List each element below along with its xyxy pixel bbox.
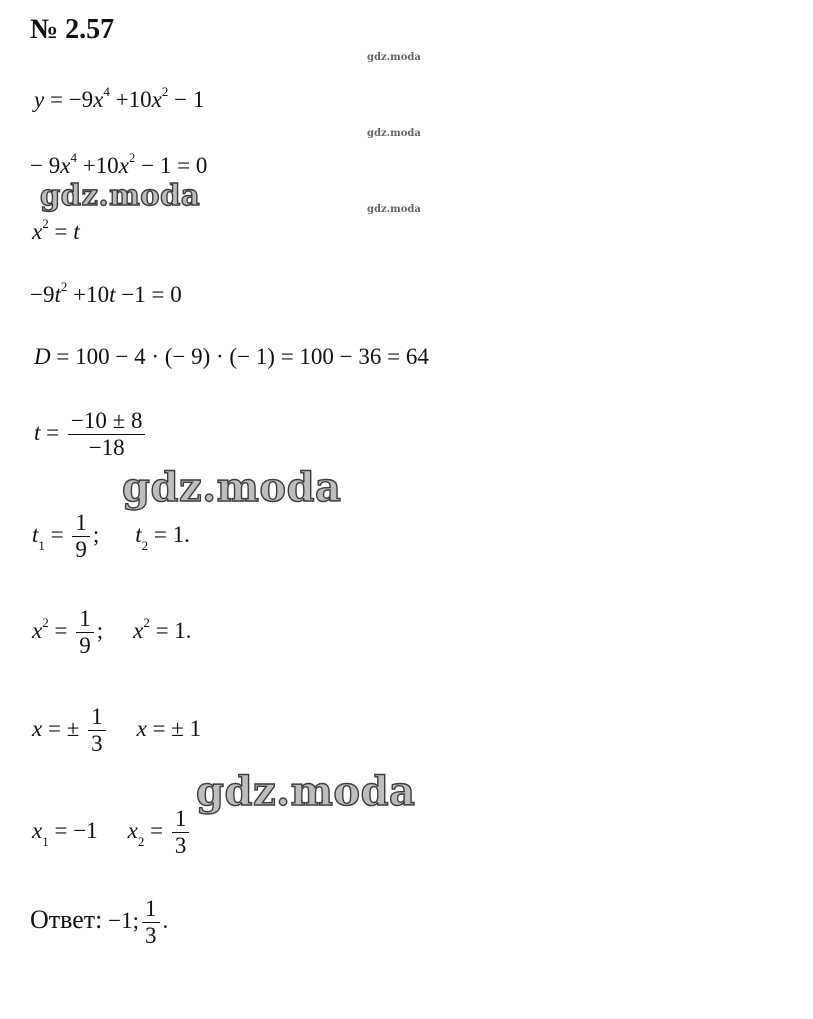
answer	[30, 896, 168, 950]
denominator: −18	[88, 435, 125, 461]
exponent: 4	[70, 150, 77, 165]
x-values	[32, 704, 201, 758]
x-roots	[32, 806, 192, 860]
numerator: 1	[72, 510, 90, 537]
var-t: t	[73, 219, 80, 244]
var-x: x	[118, 153, 129, 178]
problem-number: № 2.57	[30, 14, 115, 45]
watermark-large: gdz.moda	[122, 464, 342, 511]
text: = 1.	[149, 618, 192, 644]
var-x: x	[32, 618, 43, 644]
var-y: y	[34, 87, 45, 112]
text: +10	[67, 282, 110, 307]
text: − 9	[30, 153, 61, 178]
exponent: 2	[143, 615, 150, 631]
text: − 1 = 0	[135, 153, 208, 178]
watermark-small: gdz.moda	[367, 128, 421, 139]
numerator: 1	[172, 806, 190, 833]
exponent: 2	[60, 279, 68, 294]
numerator: 1	[142, 896, 160, 923]
text: =	[144, 818, 169, 844]
watermark-large: gdz.moda	[196, 768, 416, 815]
var-x: x	[151, 87, 162, 112]
roots-formula	[34, 408, 148, 462]
text: ;	[92, 522, 100, 548]
var-x: x	[32, 716, 43, 742]
var-t: t	[54, 282, 61, 307]
text: = ± 1	[146, 716, 202, 742]
text: = ±	[42, 716, 86, 742]
denominator: 3	[145, 923, 157, 949]
exponent: 2	[42, 615, 49, 631]
numerator: −10 ± 8	[68, 408, 146, 435]
var-d: D	[34, 344, 51, 369]
text: +10	[76, 153, 119, 178]
denominator: 9	[75, 537, 87, 563]
text: =	[48, 618, 74, 644]
t-roots	[32, 510, 190, 564]
text: =	[48, 219, 74, 244]
numerator: 1	[88, 704, 106, 731]
denominator: 9	[79, 633, 91, 659]
exponent: 4	[103, 84, 110, 99]
exponent: 2	[42, 216, 49, 231]
fraction	[76, 606, 94, 660]
denominator: 3	[174, 833, 187, 859]
text: −1;	[102, 908, 140, 934]
fraction	[142, 896, 160, 950]
watermark-small: gdz.moda	[367, 52, 421, 63]
text: −9	[30, 282, 55, 307]
discriminant	[34, 345, 429, 368]
text: −1 = 0	[115, 282, 182, 307]
var-x: x	[32, 818, 43, 844]
text: − 1	[168, 87, 205, 112]
exponent: 2	[161, 84, 169, 99]
text: =	[44, 522, 70, 548]
text: = −9	[44, 87, 94, 112]
fraction	[68, 408, 146, 462]
exponent: 2	[128, 150, 136, 165]
var-x: x	[133, 618, 144, 644]
answer-label: Ответ:	[30, 905, 103, 935]
subscript: 1	[42, 834, 49, 850]
var-t: t	[135, 522, 142, 548]
var-t: t	[32, 522, 39, 548]
fraction	[172, 806, 190, 860]
equation-function	[34, 84, 205, 112]
var-x: x	[93, 87, 104, 112]
fraction	[88, 704, 106, 758]
equation-zero	[30, 150, 208, 178]
var-x: x	[32, 219, 43, 244]
fraction	[72, 510, 90, 564]
watermark-small: gdz.moda	[367, 204, 421, 215]
var-x: x	[127, 818, 138, 844]
text: = 1.	[148, 522, 190, 548]
numerator: 1	[76, 606, 94, 633]
text: +10	[109, 87, 152, 112]
text: = 100 − 4 · (− 9) · (− 1) = 100 − 36 = 64	[50, 344, 429, 369]
var-x: x	[136, 716, 147, 742]
var-x: x	[60, 153, 71, 178]
watermark-large: gdz.moda	[40, 178, 201, 212]
var-t: t	[109, 282, 116, 307]
var-t: t	[34, 420, 41, 446]
text: ;	[96, 618, 104, 644]
subscript: 2	[141, 538, 149, 554]
subscript: 2	[137, 834, 145, 850]
text: =	[40, 420, 65, 446]
text: .	[162, 908, 169, 934]
subscript: 1	[38, 538, 45, 554]
quadratic-equation	[30, 279, 182, 307]
x-squared-roots	[32, 606, 192, 660]
denominator: 3	[91, 731, 103, 757]
substitution	[32, 216, 80, 244]
text: = −1	[48, 818, 98, 844]
